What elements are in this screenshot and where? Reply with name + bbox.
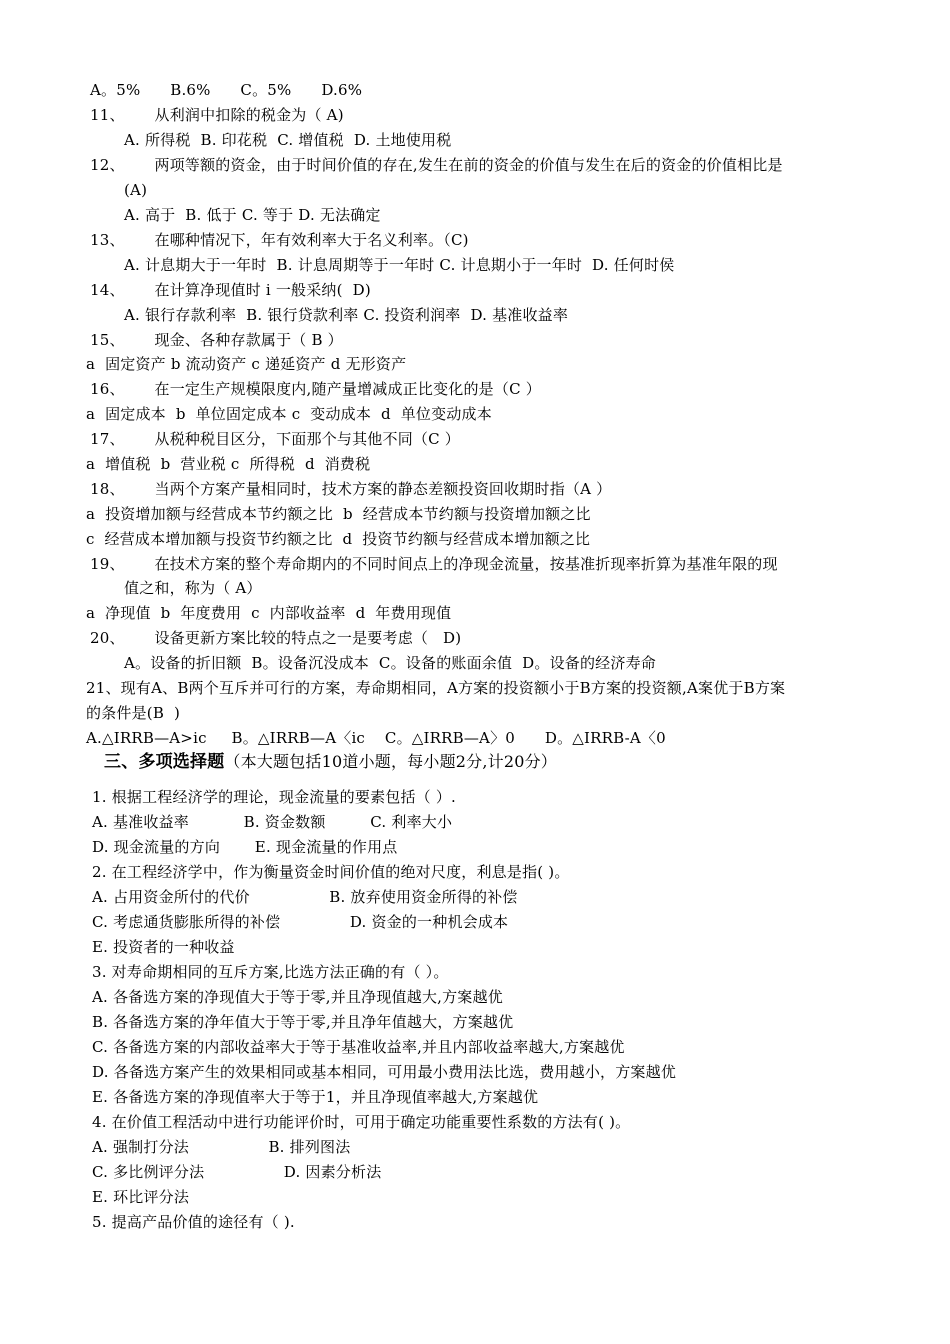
- q20-options: A。设备的折旧额 B。设备沉没成本 C。设备的账面余值 D。设备的经济寿命: [124, 654, 656, 672]
- q13-options: A. 计息期大于一年时 B. 计息周期等于一年时 C. 计息期小于一年时 D. 任何时侯: [124, 256, 675, 274]
- mq2-option-e: E. 投资者的一种收益: [92, 938, 235, 956]
- q19-options: a 净现值 b 年度费用 c 内部收益率 d 年费用现值: [86, 604, 452, 622]
- section-title: 三、多项选择题: [104, 752, 225, 772]
- q19-stem: 19、 在技术方案的整个寿命期内的不同时间点上的净现金流量，按基准折现率折算为基准年限的现: [90, 555, 778, 573]
- mq3-option-a: A. 各备选方案的净现值大于等于零,并且净现值越大,方案越优: [92, 988, 503, 1006]
- q15-options: a 固定资产 b 流动资产 c 递延资产 d 无形资产: [86, 355, 407, 373]
- mq3-stem: 3. 对寿命期相同的互斥方案,比选方法正确的有（ ）。: [92, 963, 449, 981]
- mq4-options-cd: C. 多比例评分法 D. 因素分析法: [92, 1163, 382, 1181]
- mq4-stem: 4. 在价值工程活动中进行功能评价时，可用于确定功能重要性系数的方法有( )。: [92, 1113, 631, 1131]
- q17-stem: 17、 从税种税目区分，下面那个与其他不同（C ）: [90, 430, 460, 448]
- q17-options: a 增值税 b 营业税 c 所得税 d 消费税: [86, 455, 371, 473]
- q19-stem-cont: 值之和，称为（ A）: [124, 579, 262, 597]
- q12-stem: 12、 两项等额的资金，由于时间价值的存在,发生在前的资金的价值与发生在后的资金的价值相比是: [90, 156, 783, 174]
- mq5-stem: 5. 提高产品价值的途径有（ ).: [92, 1213, 295, 1231]
- q13-stem: 13、 在哪种情况下，年有效利率大于名义利率。（C): [90, 231, 469, 249]
- q16-stem: 16、 在一定生产规模限度内,随产量增减成正比变化的是（C ）: [90, 380, 541, 398]
- mq3-option-d: D. 各备选方案产生的效果相同或基本相同，可用最小费用法比选，费用越小，方案越优: [92, 1063, 677, 1081]
- q10-options: A。5% B.6% C。5% D.6%: [90, 81, 363, 99]
- mq3-option-c: C. 各备选方案的内部收益率大于等于基准收益率,并且内部收益率越大,方案越优: [92, 1038, 625, 1056]
- section-note: （本大题包括10道小题，每小题2分,计20分）: [224, 752, 557, 771]
- q12-stem-cont: (A): [124, 181, 148, 199]
- q11-options: A. 所得税 B. 印花税 C. 增值税 D. 土地使用税: [124, 131, 452, 149]
- q18-options-cd: c 经营成本增加额与投资节约额之比 d 投资节约额与经营成本增加额之比: [86, 530, 591, 548]
- q21-options: A.△IRRB—A>ic B。△IRRB—A〈ic C。△IRRB—A〉0 D。△IRRB-A〈0: [86, 729, 666, 747]
- mq3-option-b: B. 各备选方案的净年值大于等于零,并且净年值越大，方案越优: [92, 1013, 514, 1031]
- q14-options: A. 银行存款利率 B. 银行贷款利率 C. 投资利润率 D. 基准收益率: [124, 306, 569, 324]
- mq2-options-ab: A. 占用资金所付的代价 B. 放弃使用资金所得的补偿: [92, 888, 518, 906]
- q11-stem: 11、 从利润中扣除的税金为（ A): [90, 106, 344, 124]
- mq2-stem: 2. 在工程经济学中，作为衡量资金时间价值的绝对尺度，利息是指( )。: [92, 863, 570, 881]
- q21-stem: 21、现有A、B两个互斥并可行的方案，寿命期相同，A方案的投资额小于B方案的投资额,A案优于B方案: [86, 679, 786, 697]
- q21-stem-cont: 的条件是(B ): [86, 704, 181, 722]
- section-heading: [104, 752, 557, 774]
- q18-options-ab: a 投资增加额与经营成本节约额之比 b 经营成本节约额与投资增加额之比: [86, 505, 591, 523]
- mq2-options-cd: C. 考虑通货膨胀所得的补偿 D. 资金的一种机会成本: [92, 913, 509, 931]
- mq4-option-e: E. 环比评分法: [92, 1188, 190, 1206]
- mq1-options-abc: A. 基准收益率 B. 资金数额 C. 利率大小: [92, 813, 453, 831]
- q20-stem: 20、 设备更新方案比较的特点之一是要考虑（ D): [90, 629, 462, 647]
- q16-options: a 固定成本 b 单位固定成本 c 变动成本 d 单位变动成本: [86, 405, 492, 423]
- q15-stem: 15、 现金、各种存款属于（ B ）: [90, 331, 343, 349]
- mq1-options-de: D. 现金流量的方向 E. 现金流量的作用点: [92, 838, 398, 856]
- mq3-option-e: E. 各备选方案的净现值率大于等于1，并且净现值率越大,方案越优: [92, 1088, 539, 1106]
- q18-stem: 18、 当两个方案产量相同时，技术方案的静态差额投资回收期时指（A ）: [90, 480, 612, 498]
- q12-options: A. 高于 B. 低于 C. 等于 D. 无法确定: [124, 206, 381, 224]
- q14-stem: 14、 在计算净现值时 i 一般采纳( D): [90, 281, 371, 299]
- mq1-stem: 1. 根据工程经济学的理论，现金流量的要素包括（ ）.: [92, 788, 457, 806]
- mq4-options-ab: A. 强制打分法 B. 排列图法: [92, 1138, 351, 1156]
